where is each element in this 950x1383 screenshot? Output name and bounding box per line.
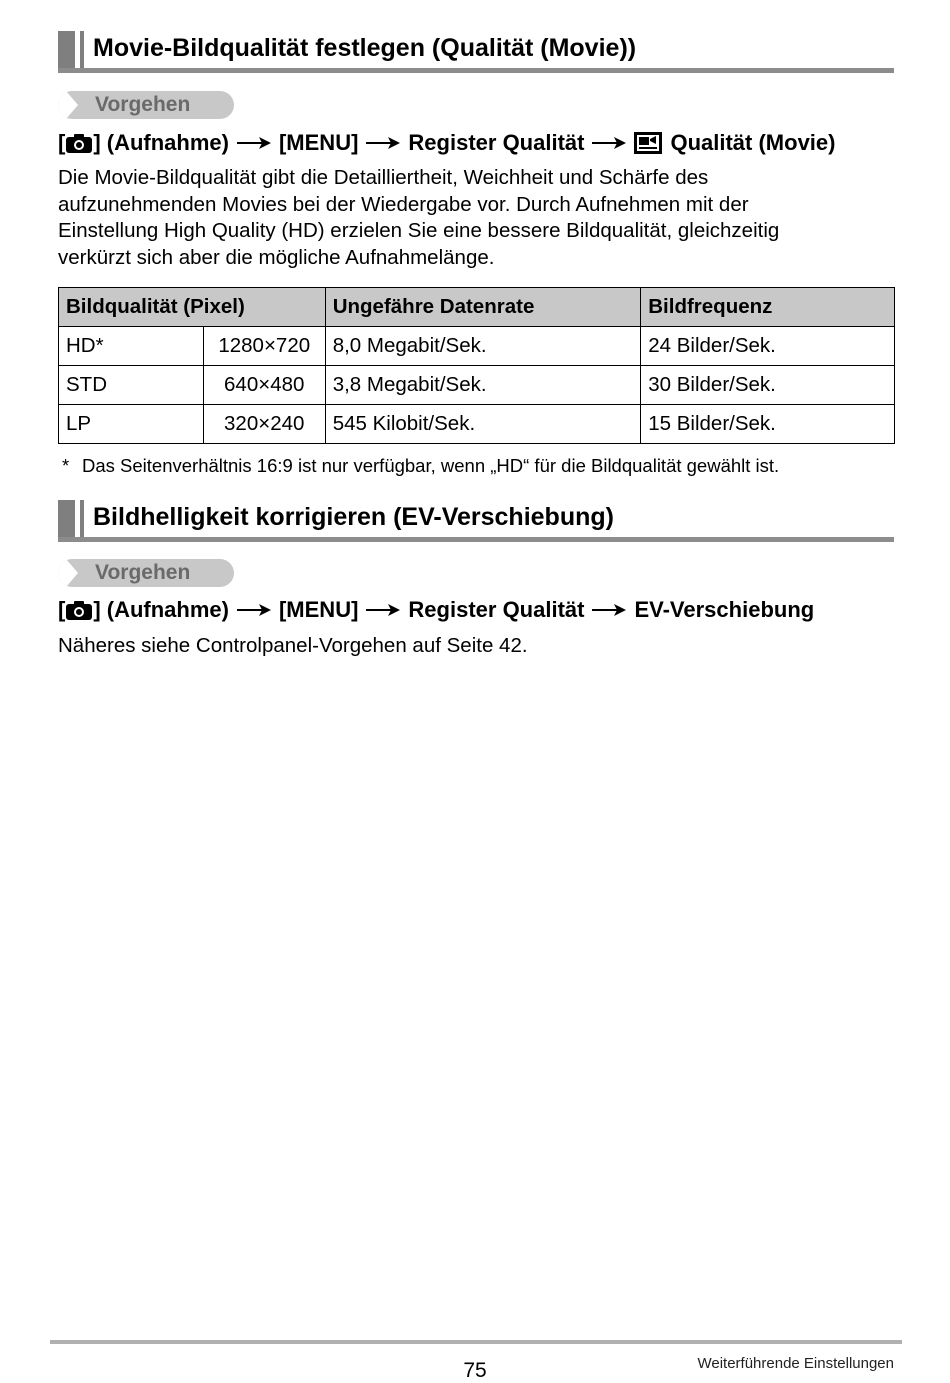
arrow-right-icon	[592, 136, 626, 150]
table-row	[59, 405, 895, 444]
menu-path: [ ] (Aufnahme) [MENU] Register Qualität Qualität (Movie)	[58, 130, 836, 155]
description-paragraph: Die Movie-Bildqualität gibt die Detailliertheit, Weichheit und Schärfe des aufzunehmenden Movies bei der Wiedergabe vor. Durch Aufnehmen mit der Einstellung High Quality (HD) erzielen Sie eine bessere Bildqualität, gleichzeitig verkürzt sich aber die mögliche Aufnahmelänge.	[58, 166, 780, 269]
footnote-marker: *	[62, 455, 70, 476]
footnote	[62, 455, 779, 477]
footnote-text: Das Seitenverhältnis 16:9 ist nur verfügbar, wenn „HD“ für die Bildqualität gewählt ist.	[82, 455, 780, 476]
section-heading-movie-quality	[58, 31, 894, 73]
table-cell: 30 Bilder/Sek.	[641, 366, 895, 405]
target-setting-label: EV-Verschiebung	[634, 597, 815, 622]
camera-icon	[66, 134, 92, 153]
arrow-right-icon	[366, 136, 400, 150]
quality-table	[58, 287, 895, 444]
table-cell: 15 Bilder/Sek.	[641, 405, 895, 444]
table-cell: HD*	[59, 327, 204, 366]
procedure-label: Vorgehen	[95, 561, 191, 584]
heading-bar	[80, 500, 84, 540]
table-row	[59, 327, 895, 366]
camera-icon	[66, 601, 92, 620]
table-cell: 545 Kilobit/Sek.	[325, 405, 641, 444]
record-mode-label: ] (Aufnahme)	[93, 597, 229, 622]
table-row	[59, 366, 895, 405]
table-cell: 8,0 Megabit/Sek.	[325, 327, 641, 366]
section-title: Bildhelligkeit korrigieren (EV-Verschiebung)	[93, 503, 614, 531]
page-number: 75	[463, 1359, 487, 1382]
table-cell: 1280×720	[203, 327, 325, 366]
heading-rule	[58, 537, 894, 542]
tab-label: Register Qualität	[408, 130, 585, 155]
menu-label: [MENU]	[278, 597, 359, 622]
menu-path: [ ] (Aufnahme) [MENU] Register Qualität EV-Verschiebung	[58, 597, 815, 622]
target-setting-label: Qualität (Movie)	[670, 130, 836, 155]
heading-rule	[58, 68, 894, 73]
reference-text: Näheres siehe Controlpanel-Vorgehen auf Seite 42.	[58, 634, 528, 657]
procedure-badge	[58, 91, 234, 119]
heading-bar	[58, 31, 75, 71]
arrow-right-icon	[366, 603, 400, 617]
tab-label: Register Qualität	[408, 597, 585, 622]
footer-rule	[50, 1340, 902, 1344]
chapter-label: Weiterführende Einstellungen	[697, 1355, 894, 1372]
arrow-right-icon	[592, 603, 626, 617]
table-cell: LP	[59, 405, 204, 444]
heading-bar	[58, 500, 75, 540]
arrow-right-icon	[237, 136, 271, 150]
table-cell: 3,8 Megabit/Sek.	[325, 366, 641, 405]
record-mode-label: ] (Aufnahme)	[93, 130, 229, 155]
movie-quality-icon	[634, 132, 662, 154]
menu-label: [MENU]	[278, 130, 359, 155]
table-header: Bildfrequenz	[641, 288, 895, 327]
table-header-row	[59, 288, 895, 327]
table-cell: 640×480	[203, 366, 325, 405]
section-title: Movie-Bildqualität festlegen (Qualität (Movie))	[93, 34, 637, 62]
section-heading-ev-shift	[58, 500, 894, 542]
heading-bar	[80, 31, 84, 71]
table-cell: 24 Bilder/Sek.	[641, 327, 895, 366]
procedure-badge	[58, 559, 234, 587]
table-header: Bildqualität (Pixel)	[59, 288, 326, 327]
procedure-label: Vorgehen	[95, 93, 191, 116]
table-header: Ungefähre Datenrate	[325, 288, 641, 327]
table-cell: STD	[59, 366, 204, 405]
table-cell: 320×240	[203, 405, 325, 444]
arrow-right-icon	[237, 603, 271, 617]
